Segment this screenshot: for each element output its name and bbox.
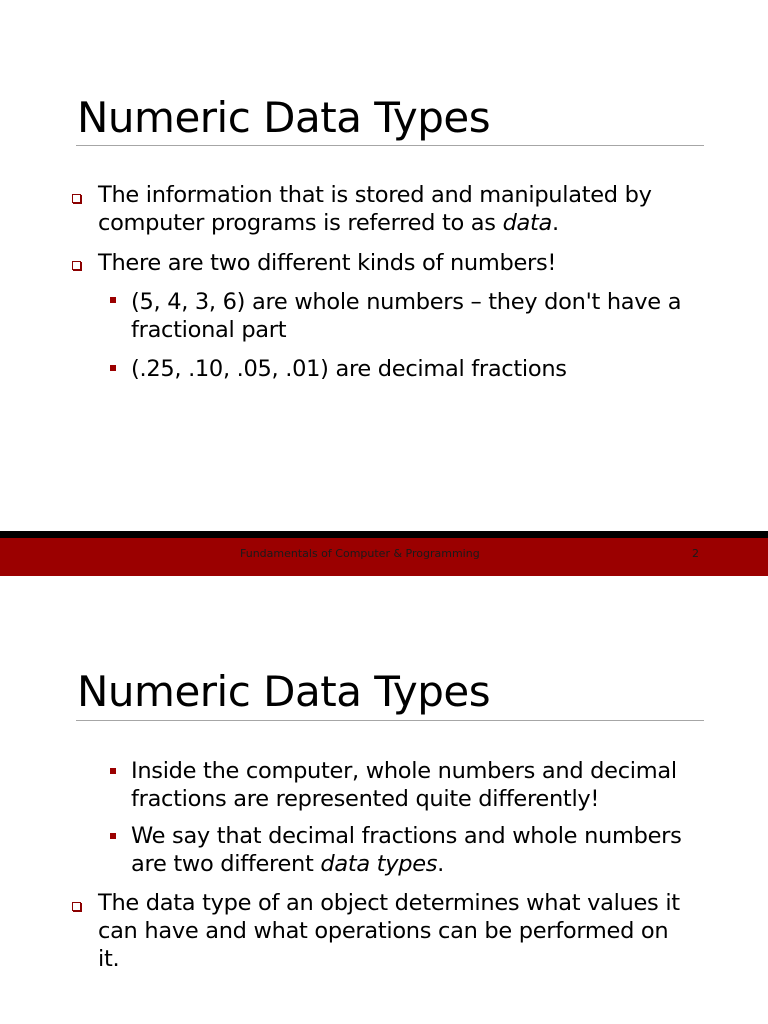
- slide-title: Numeric Data Types: [77, 93, 491, 142]
- slide-2: [0, 576, 768, 1024]
- sub-bullet-item: [131, 288, 681, 344]
- bullet-line: fractional part: [131, 317, 287, 343]
- bullet-line: computer programs is referred to as: [98, 210, 503, 236]
- footer-page-number: 2: [692, 547, 699, 560]
- filled-square-bullet-icon: [110, 833, 116, 839]
- filled-square-bullet-icon: [110, 768, 116, 774]
- bullet-item: [98, 181, 652, 237]
- bullet-line: We say that decimal fractions and whole numbers: [131, 823, 682, 849]
- square-bullet-icon: [72, 261, 81, 270]
- bullet-line: There are two different kinds of numbers!: [98, 250, 557, 276]
- bullet-line: can have and what operations can be performed on: [98, 918, 669, 944]
- title-rule: [76, 145, 704, 146]
- emphasis-text: data: [502, 210, 553, 236]
- bullet-line: The information that is stored and manipulated by: [98, 182, 652, 208]
- footer-black-bar: [0, 531, 768, 538]
- square-bullet-icon: [72, 194, 81, 203]
- bullet-line: The data type of an object determines what values it: [98, 890, 680, 916]
- square-bullet-icon: [72, 902, 81, 911]
- bullet-item: [98, 889, 680, 973]
- slide-title: Numeric Data Types: [77, 667, 491, 716]
- bullet-line: (5, 4, 3, 6) are whole numbers – they don't have a: [131, 289, 682, 315]
- emphasis-text: data types: [320, 851, 438, 877]
- bullet-line: fractions are represented quite differently!: [131, 786, 600, 812]
- footer-course-title: Fundamentals of Computer & Programming: [240, 547, 480, 560]
- bullet-line: Inside the computer, whole numbers and decimal: [131, 758, 677, 784]
- bullet-line: (.25, .10, .05, .01) are decimal fractions: [131, 356, 567, 382]
- filled-square-bullet-icon: [110, 297, 116, 303]
- bullet-line: are two different: [131, 851, 321, 877]
- title-rule: [76, 720, 704, 721]
- filled-square-bullet-icon: [110, 365, 116, 371]
- slide-footer: [0, 531, 768, 576]
- bullet-item: [98, 249, 556, 277]
- sub-bullet-item: [131, 822, 682, 878]
- bullet-tail: .: [437, 851, 445, 877]
- bullet-tail: .: [552, 210, 559, 236]
- bullet-line: it.: [98, 946, 120, 972]
- sub-bullet-item: [131, 355, 567, 383]
- sub-bullet-item: [131, 757, 677, 813]
